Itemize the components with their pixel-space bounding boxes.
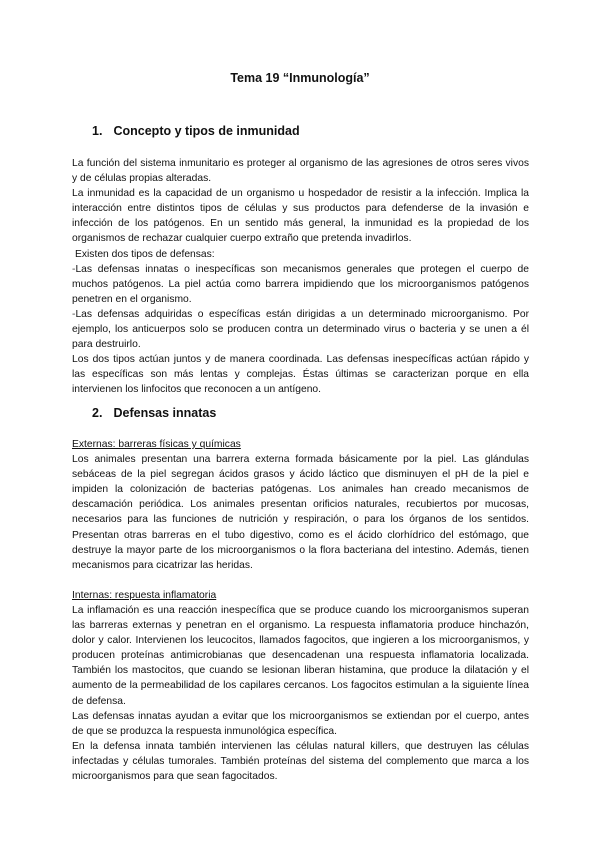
section-2-body: [72, 437, 529, 784]
list-item: -Las defensas adquiridas o específicas están dirigidas a un determinado microorganismo. Por ejemplo, los anticuerpos solo se producen contra un determinado virus o bacteria y se unen a él para destruirlo.: [72, 308, 529, 351]
section-1-number: 1.: [92, 124, 103, 138]
paragraph: La función del sistema inmunitario es proteger al organismo de las agresiones de otros seres vivos y de células propias alteradas.: [72, 158, 529, 185]
list-item-text: Las defensas innatas o inespecíficas son mecanismos generales que protegen el cuerpo de muchos patógenos. La piel actúa como barrera impidiendo que los microorganismos patógenos penetren en el organismo.: [72, 263, 529, 305]
paragraph: Existen dos tipos de defensas:: [75, 248, 215, 260]
subsection-title: Internas: respuesta inflamatoria: [72, 589, 217, 601]
document-title: Tema 19 “Inmunología”: [230, 71, 370, 85]
paragraph: Los animales presentan una barrera externa formada básicamente por la piel. Las glándulas sebáceas de la piel segregan ácidos grasos y ácido láctico que disminuyen el pH de la piel e impiden la colonización de bacterias patógenas. Los animales han creado mecanismos de descamación periódica. Los animales presentan orificios naturales, recubiertos por mucosas, necesarios para las funciones de nutrición y respiración, o para los órganos de los sentidos. Presentan otras barreras en el tubo digestivo, como es el ácido clorhídrico del estómago, que destruye la mayor parte de los microorganismos o la flora bacteriana del intestino. Además, tienen mecanismos para cicatrizar las heridas.: [72, 454, 529, 571]
list-item-text: Las defensas adquiridas o específicas están dirigidas a un determinado microorganismo. Por ejemplo, los anticuerpos solo se producen contra un determinado virus o bacteria y se unen a él para destruirlo.: [72, 308, 529, 351]
paragraph: La inflamación es una reacción inespecífica que se produce cuando los microorganismos superan las barreras externas y penetran en el organismo. La respuesta inflamatoria produce hinchazón, dolor y calor. Intervienen los leucocitos, llamados fagocitos, que ingieren a los microorganismos, y producen proteínas antimicrobianas que desencadenan una respuesta inflamatoria localizada. También los mastocitos, que cuando se lesionan liberan histamina, que produce la dilatación y el aumento de la permeabilidad de los capilares cercanos. Los fagocitos estimulan a la siguiente línea de defensa.: [72, 604, 529, 707]
list-item: -Las defensas innatas o inespecíficas son mecanismos generales que protegen el cuerpo de muchos patógenos. La piel actúa como barrera impidiendo que los microorganismos patógenos penetren en el organismo.: [72, 263, 529, 305]
section-2-heading: [92, 406, 216, 420]
section-2-number: 2.: [92, 406, 103, 420]
subsection-title: Externas: barreras físicas y químicas: [72, 439, 241, 450]
section-1-heading: [92, 124, 300, 138]
paragraph: En la defensa innata también intervienen las células natural killers, que destruyen las células infectadas y células tumorales. También proteínas del sistema del complemento que marca a los microorganismos para que sean fagocitados.: [72, 740, 529, 782]
paragraph: Las defensas innatas ayudan a evitar que los microorganismos se extiendan por el cuerpo, antes de que se produzca la respuesta inmunológica específica.: [72, 710, 529, 737]
paragraph: La inmunidad es la capacidad de un organismo u hospedador de resistir a la infección. Implica la interacción entre distintos tipos de células y sus productos para defenderse de la invasión e infección de los patógenos. En un sentido más general, la inmunidad es la propiedad de los organismos de rechazar cualquier cuerpo extraño que pretenda invadirlos.: [72, 188, 529, 245]
section-1-body: [72, 156, 529, 398]
section-2-title: Defensas innatas: [113, 406, 217, 420]
section-1-title: Concepto y tipos de inmunidad: [113, 124, 300, 138]
paragraph: Los dos tipos actúan juntos y de manera coordinada. Las defensas inespecíficas actúan rápido y las específicas son más lentas y complejas. Éstas últimas se caracterizan porque en ella intervienen los linfocitos que reconocen a un antígeno.: [72, 354, 529, 396]
